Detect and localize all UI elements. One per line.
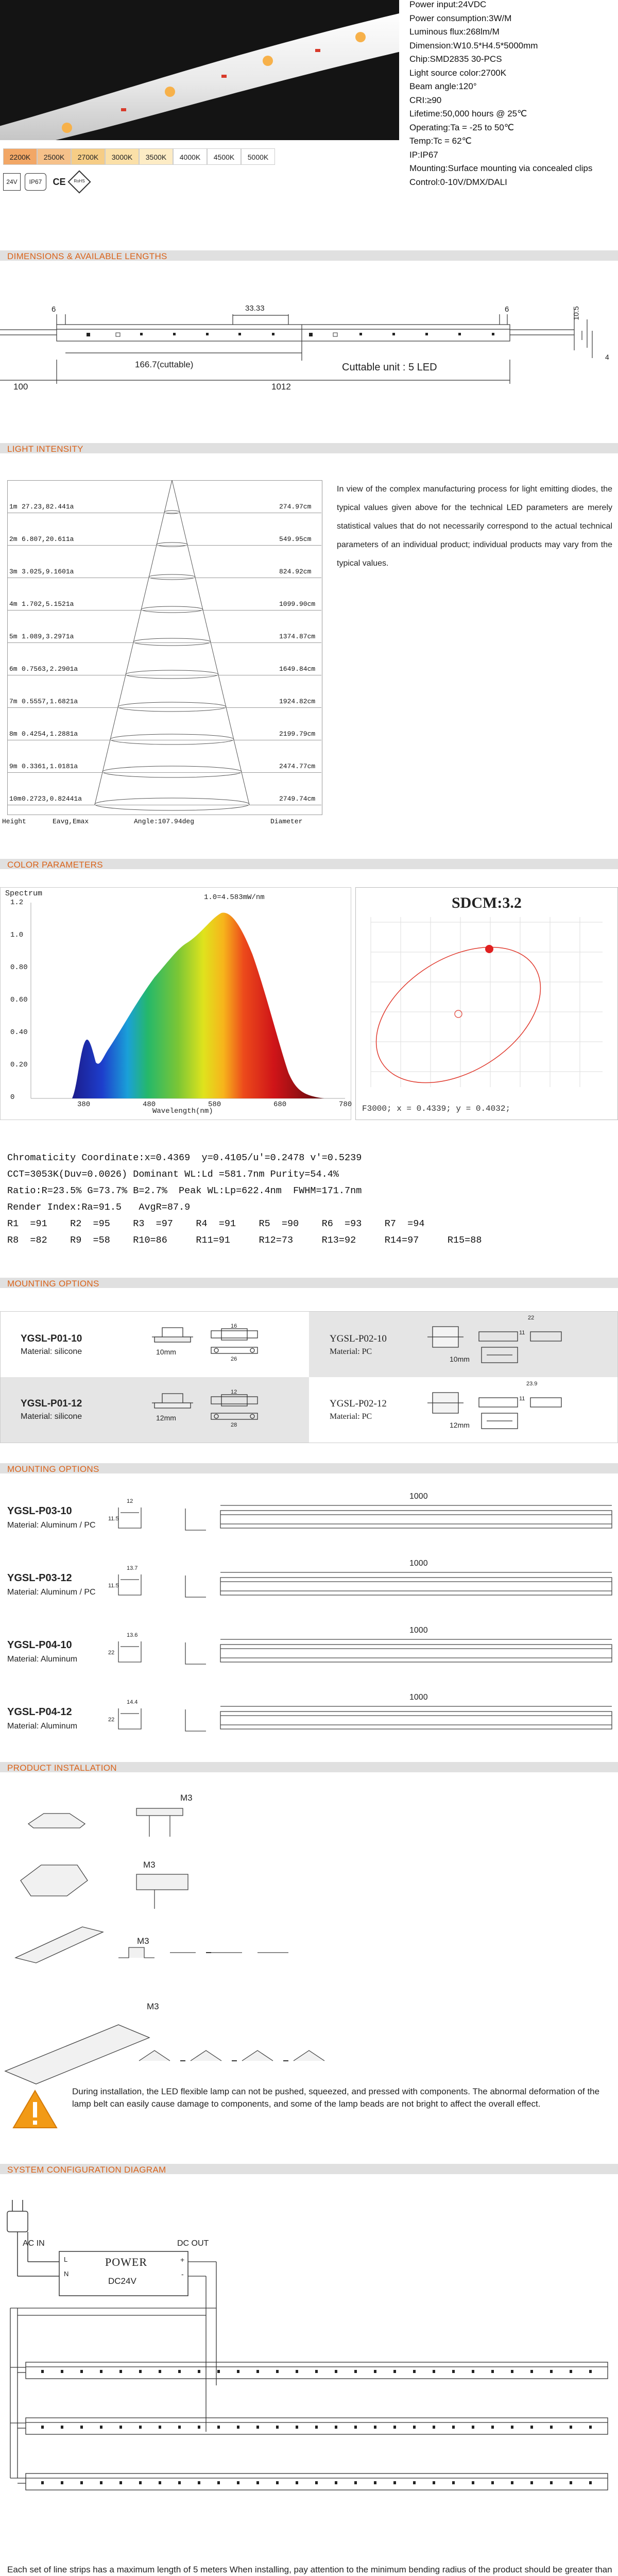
intensity-row-line <box>7 545 321 546</box>
profile-dim-a: 14.4 <box>127 1699 138 1705</box>
mount-name-3: YGSL-P01-12 <box>21 1398 82 1409</box>
strip-led <box>237 2481 239 2484</box>
dim-100: 100 <box>13 382 28 392</box>
colorimetry-line: R8 =82 R9 =58 R10=86 R11=91 R12=73 R13=92 R14=97 R15=88 <box>7 1235 482 1246</box>
strip-led <box>589 2481 592 2484</box>
mount-mat-2: Material: PC <box>330 1347 372 1356</box>
minus-terminal: - <box>181 2270 184 2278</box>
sdcm-chart <box>360 917 608 1097</box>
spec-line: Control:0-10V/DMX/DALI <box>409 177 507 187</box>
profile-dim-a: 13.7 <box>127 1565 138 1571</box>
colorimetry-line: Ratio:R=23.5% G=73.7% B=2.7% Peak WL:Lp=622.4nm FWHM=171.7nm <box>7 1185 362 1196</box>
strip-led <box>530 2370 533 2373</box>
section-title: MOUNTING OPTIONS <box>7 1464 99 1474</box>
profile-name: YGSL-P03-12 <box>7 1572 72 1584</box>
ip-badge: IP67 <box>25 173 46 191</box>
strip-led <box>511 2426 513 2429</box>
section-title: MOUNTING OPTIONS <box>7 1279 99 1289</box>
spec-line: Luminous flux:268lm/M <box>409 27 500 37</box>
profile-length: 1000 <box>409 1693 428 1702</box>
strip-led <box>491 2370 494 2373</box>
profile-dim-a: 13.6 <box>127 1632 138 1638</box>
strip-led <box>530 2426 533 2429</box>
spectrum-y-tick: 1.2 <box>10 899 24 907</box>
intensity-cell-e: 3.025,9.1601a <box>22 568 74 575</box>
colorimetry-line: R1 =91 R2 =95 R3 =97 R4 =91 R5 =90 R6 =93 R7 =94 <box>7 1218 425 1229</box>
product-photo <box>0 0 399 140</box>
mount-name-1: YGSL-P01-10 <box>21 1333 82 1344</box>
badge-row <box>3 173 106 192</box>
strip-led <box>296 2370 298 2373</box>
strip-led <box>491 2481 494 2484</box>
intensity-cell-e: 0.2723,0.82441a <box>22 795 82 803</box>
intensity-cell-d: 6m <box>9 665 18 673</box>
mount-name-2: YGSL-P02-10 <box>330 1333 387 1344</box>
spec-line: IP:IP67 <box>409 149 438 160</box>
strip-led <box>296 2426 298 2429</box>
intensity-row-line <box>7 772 321 773</box>
installation-warning: During installation, the LED flexible lamp can not be pushed, squeezed, and pressed with components. The abnormal deformation of the lamp belt can easily cause damage to components, and some of the lamp beads are not bright to affect the overall effect. <box>72 2087 600 2109</box>
strip-led <box>276 2370 279 2373</box>
spec-line: Mounting:Surface mounting via concealed clips <box>409 163 593 173</box>
intensity-cell-d: 1m <box>9 503 18 511</box>
strip-led <box>374 2370 376 2373</box>
section-header-dimensions <box>0 250 618 261</box>
strip-led <box>472 2481 474 2484</box>
intensity-cell-dia: 1649.84cm <box>279 665 316 673</box>
profile-length: 1000 <box>409 1559 428 1568</box>
dim-6-right: 6 <box>505 305 509 314</box>
dimension-drawing <box>0 299 618 397</box>
clip-dim-1b: 26 <box>231 1356 237 1362</box>
strip-led <box>413 2370 416 2373</box>
dim-33-33: 33.33 <box>245 304 265 313</box>
color-temp-chip: 3500K <box>139 148 173 165</box>
spectrum-x-tick: 780 <box>339 1100 352 1109</box>
profile-material: Material: Aluminum / PC <box>7 1521 96 1530</box>
profile-length: 1000 <box>409 1626 428 1635</box>
intensity-cell-d: 10m <box>9 795 22 803</box>
strip-led <box>393 2426 396 2429</box>
strip-led <box>550 2370 553 2373</box>
sdcm-title: SDCM:3.2 <box>452 894 522 911</box>
strip-led <box>159 2370 161 2373</box>
color-temp-chip: 2700K <box>71 148 105 165</box>
section-header-installation <box>0 1762 618 1772</box>
spectrum-x-tick: 380 <box>77 1100 91 1109</box>
intensity-cell-d: 3m <box>9 568 18 575</box>
colorimetry-line: Render Index:Ra=91.5 AvgR=87.9 <box>7 1202 191 1213</box>
intensity-cell-e: 27.23,82.441a <box>22 503 74 511</box>
strip-led <box>452 2370 455 2373</box>
strip-led <box>354 2370 357 2373</box>
intensity-row-line <box>7 610 321 611</box>
profile-name: YGSL-P04-10 <box>7 1639 72 1651</box>
strip-led <box>452 2481 455 2484</box>
strip-led <box>315 2370 318 2373</box>
strip-led <box>315 2426 318 2429</box>
intensity-cell-d: 8m <box>9 730 18 738</box>
spectrum-chart <box>0 887 351 1120</box>
strip-led <box>217 2481 220 2484</box>
n-terminal: N <box>64 2270 69 2278</box>
color-temp-chip: 2500K <box>37 148 71 165</box>
strip-led <box>315 2481 318 2484</box>
color-temp-chip: 4500K <box>207 148 241 165</box>
strip-led <box>550 2426 553 2429</box>
intensity-cell-dia: 274.97cm <box>279 503 312 511</box>
strip-led <box>41 2426 44 2429</box>
spectrum-x-tick: 480 <box>143 1100 156 1109</box>
cuttable-length: 166.7(cuttable) <box>135 360 194 369</box>
spec-line: Operating:Ta = -25 to 50℃ <box>409 122 514 132</box>
strip-led <box>570 2481 572 2484</box>
strip-led <box>178 2370 181 2373</box>
profile-dim-b: 22 <box>108 1650 115 1656</box>
strip-led <box>100 2481 102 2484</box>
strip-led <box>589 2426 592 2429</box>
profile-drawing <box>0 1568 618 1609</box>
strip-led <box>61 2481 63 2484</box>
profile-name: YGSL-P04-12 <box>7 1706 72 1718</box>
clip-width-1: 10mm <box>156 1348 176 1356</box>
strip-led <box>433 2426 435 2429</box>
plus-terminal: + <box>180 2256 185 2264</box>
spectrum-y-tick: 0.60 <box>10 996 28 1004</box>
strip-led <box>276 2481 279 2484</box>
strip-led <box>433 2370 435 2373</box>
spectrum-x-tick: 580 <box>208 1100 221 1109</box>
section-title: COLOR PARAMETERS <box>7 860 103 870</box>
intensity-cell-e: 0.3361,1.0181a <box>22 762 78 770</box>
intensity-cell-dia: 1374.87cm <box>279 633 316 640</box>
strip-led <box>100 2426 102 2429</box>
strip-led <box>198 2370 200 2373</box>
strip-led <box>256 2481 259 2484</box>
colorimetry-line: Chromaticity Coordinate:x=0.4369 y=0.4105/u'=0.2478 v'=0.5239 <box>7 1153 362 1163</box>
spec-line: CRI:≥90 <box>409 95 442 105</box>
dc-out-label: DC OUT <box>177 2239 209 2248</box>
section-header-intensity <box>0 443 618 453</box>
power-label: POWER <box>105 2256 147 2268</box>
mount-mat-4: Material: PC <box>330 1412 372 1421</box>
colorimetry-line: CCT=3053K(Duv=0.0026) Dominant WL:Ld =581.7nm Purity=54.4% <box>7 1169 339 1180</box>
colorimetry-block <box>7 1150 615 1249</box>
intensity-row-line <box>7 642 321 643</box>
strip-led <box>61 2426 63 2429</box>
strip-led <box>354 2426 357 2429</box>
intensity-cell-dia: 2199.79cm <box>279 730 316 738</box>
section-title: PRODUCT INSTALLATION <box>7 1763 117 1773</box>
intensity-cell-dia: 2474.77cm <box>279 762 316 770</box>
clip-dim-2a: 22 <box>528 1315 535 1321</box>
system-note-1: Each set of line strips has a maximum length of 5 meters When installing, pay attention to the minimum bending radius of the product should be greater than <box>7 2565 612 2574</box>
dim-1012: 1012 <box>271 382 291 392</box>
clip-dim-3b: 28 <box>231 1422 237 1428</box>
warning-icon <box>12 2089 58 2130</box>
profile-drawing <box>0 1501 618 1543</box>
spec-line: Temp:Tc = 62℃ <box>409 136 472 146</box>
mount-mat-3: Material: silicone <box>21 1412 82 1421</box>
strip-led <box>433 2481 435 2484</box>
strip-led <box>139 2481 142 2484</box>
spectrum-x-tick: 680 <box>273 1100 287 1109</box>
intensity-cell-d: 4m <box>9 600 18 608</box>
strip-led <box>354 2481 357 2484</box>
strip-led <box>472 2370 474 2373</box>
strip-led <box>393 2481 396 2484</box>
intensity-cell-e: 0.7563,2.2901a <box>22 665 78 673</box>
spectrum-y-tick: 1.0 <box>10 931 24 939</box>
strip-led <box>570 2426 572 2429</box>
strip-led <box>276 2426 279 2429</box>
spec-line: Light source color:2700K <box>409 67 507 78</box>
profile-material: Material: Aluminum <box>7 1722 78 1731</box>
intensity-cell-dia: 549.95cm <box>279 535 312 543</box>
strip-led <box>217 2370 220 2373</box>
spec-line: Dimension:W10.5*H4.5*5000mm <box>409 40 538 50</box>
color-temp-chip: 4000K <box>173 148 207 165</box>
section-title: LIGHT INTENSITY <box>7 444 83 454</box>
clip-dim-1a: 16 <box>231 1323 237 1329</box>
strip-led <box>41 2481 44 2484</box>
profile-material: Material: Aluminum / PC <box>7 1588 96 1597</box>
color-temp-chip: 3000K <box>105 148 139 165</box>
spec-line: Beam angle:120° <box>409 81 477 91</box>
clip-dim-2b: 11 <box>519 1330 525 1336</box>
strip-led <box>237 2426 239 2429</box>
intensity-cell-dia: 824.92cm <box>279 568 312 575</box>
strip-led <box>550 2481 553 2484</box>
strip-led <box>472 2426 474 2429</box>
strip-led <box>570 2370 572 2373</box>
dim-6-left: 6 <box>52 305 56 314</box>
strip-led <box>393 2370 396 2373</box>
led-strip-photo <box>0 0 399 140</box>
section-header-color <box>0 859 618 869</box>
profile-dim-b: 11.5 <box>108 1583 119 1589</box>
strip-led <box>256 2370 259 2373</box>
clip-dim-3a: 12 <box>231 1389 237 1395</box>
intensity-cell-d: 9m <box>9 762 18 770</box>
spectrum-peak: 1.0=4.583mW/nm <box>204 893 265 902</box>
intensity-footer-height: Height <box>2 818 26 825</box>
strip-led <box>413 2481 416 2484</box>
clip-width-2: 10mm <box>450 1355 470 1363</box>
section-title: SYSTEM CONFIGURATION DIAGRAM <box>7 2165 166 2175</box>
screw-label-1: M3 <box>180 1793 193 1803</box>
intensity-note: In view of the complex manufacturing process for light emitting diodes, the typical values given above for the technical LED parameters are merely statistical values that do not necessarily correspond to the actual technical parameters of an individual product; individual products may vary from the typical values. <box>337 485 612 568</box>
clip-dim-4b: 11 <box>519 1396 525 1402</box>
strip-led <box>61 2370 63 2373</box>
installation-drawings <box>0 1788 618 2107</box>
rohs-label: RoHS <box>74 179 85 183</box>
strip-led <box>198 2426 200 2429</box>
spec-line: Power consumption:3W/M <box>409 13 512 23</box>
strip-led <box>335 2426 337 2429</box>
intensity-cell-e: 0.4254,1.2881a <box>22 730 78 738</box>
mount-mat-1: Material: silicone <box>21 1347 82 1356</box>
strip-led <box>511 2481 513 2484</box>
strip-led <box>237 2370 239 2373</box>
spectrum-y-tick: 0.40 <box>10 1028 28 1037</box>
profile-length: 1000 <box>409 1492 428 1501</box>
intensity-cell-d: 5m <box>9 633 18 640</box>
spectrum-y-tick: 0.20 <box>10 1061 28 1069</box>
dim-10-5: 10.5 <box>572 306 580 320</box>
strip-led <box>335 2481 337 2484</box>
spec-line: Power input:24VDC <box>409 0 487 9</box>
screw-label-3: M3 <box>137 1936 149 1946</box>
spec-list <box>409 0 615 189</box>
strip-led <box>589 2370 592 2373</box>
intensity-footer-dia: Diameter <box>270 818 303 825</box>
screw-label-2: M3 <box>143 1860 156 1870</box>
strip-led <box>178 2481 181 2484</box>
ce-badge: CE <box>53 177 66 187</box>
screw-label-4: M3 <box>147 2002 159 2011</box>
ac-in-label: AC IN <box>23 2239 45 2248</box>
system-diagram <box>0 2190 618 2524</box>
intensity-cell-d: 2m <box>9 535 18 543</box>
profile-drawing <box>0 1702 618 1743</box>
dc24v-label: DC24V <box>108 2276 136 2286</box>
intensity-cell-dia: 1924.82cm <box>279 698 316 705</box>
l-terminal: L <box>64 2256 68 2263</box>
profile-dim-b: 11.5 <box>108 1516 119 1522</box>
intensity-cell-e: 6.807,20.611a <box>22 535 74 543</box>
section-header-system <box>0 2164 618 2174</box>
profile-material: Material: Aluminum <box>7 1655 78 1664</box>
strip-led <box>198 2481 200 2484</box>
clip-dim-4a: 23.9 <box>526 1381 538 1387</box>
strip-led <box>374 2426 376 2429</box>
strip-led <box>296 2481 298 2484</box>
strip-led <box>80 2426 83 2429</box>
intensity-footer-angle: Angle:107.94deg <box>134 818 195 825</box>
strip-led <box>452 2426 455 2429</box>
strip-led <box>335 2370 337 2373</box>
strip-led <box>491 2426 494 2429</box>
spec-line: Chip:SMD2835 30-PCS <box>409 54 502 64</box>
strip-led <box>159 2426 161 2429</box>
intensity-cell-e: 1.702,5.1521a <box>22 600 74 608</box>
strip-led <box>178 2426 181 2429</box>
strip-led <box>256 2426 259 2429</box>
strip-led <box>119 2481 122 2484</box>
spectrum-xlabel: Wavelength(nm) <box>152 1107 213 1115</box>
intensity-cell-e: 1.089,3.2971a <box>22 633 74 640</box>
profile-dim-b: 22 <box>108 1717 115 1723</box>
strip-led <box>80 2481 83 2484</box>
strip-led <box>530 2481 533 2484</box>
intensity-cell-dia: 1099.90cm <box>279 600 316 608</box>
clip-width-4: 12mm <box>450 1421 470 1429</box>
strip-led <box>41 2370 44 2373</box>
mount-name-4: YGSL-P02-12 <box>330 1398 387 1409</box>
strip-led <box>80 2370 83 2373</box>
section-title: DIMENSIONS & AVAILABLE LENGTHS <box>7 251 167 261</box>
intensity-footer-e: Eavg,Emax <box>53 818 89 825</box>
strip-led <box>413 2426 416 2429</box>
strip-led <box>100 2370 102 2373</box>
strip-led <box>159 2481 161 2484</box>
clip-drawings <box>0 1311 618 1443</box>
dim-4: 4 <box>605 353 609 361</box>
profile-dim-a: 12 <box>127 1498 133 1504</box>
section-header-mounting-2 <box>0 1463 618 1473</box>
cuttable-unit: Cuttable unit : 5 LED <box>342 362 437 373</box>
profile-drawing <box>0 1635 618 1676</box>
spectrum-title: Spectrum <box>5 889 43 898</box>
profile-name: YGSL-P03-10 <box>7 1505 72 1517</box>
intensity-row-line <box>7 707 321 708</box>
strip-led <box>119 2370 122 2373</box>
color-temp-chip: 5000K <box>241 148 275 165</box>
strip-led <box>217 2426 220 2429</box>
intensity-cell-d: 7m <box>9 698 18 705</box>
strip-led <box>139 2370 142 2373</box>
spectrum-y-tick: 0 <box>10 1093 15 1101</box>
intensity-cell-dia: 2749.74cm <box>279 795 316 803</box>
strip-led <box>119 2426 122 2429</box>
strip-led <box>511 2370 513 2373</box>
color-temp-chip: 2200K <box>3 148 37 165</box>
strip-led <box>139 2426 142 2429</box>
spectrum-y-tick: 0.80 <box>10 963 28 972</box>
clip-width-3: 12mm <box>156 1414 176 1422</box>
intensity-cell-e: 0.5557,1.6821a <box>22 698 78 705</box>
section-header-mounting-1 <box>0 1278 618 1288</box>
strip-led <box>374 2481 376 2484</box>
voltage-badge: 24V <box>3 173 21 191</box>
sdcm-footer: F3000; x = 0.4339; y = 0.4032; <box>362 1104 511 1113</box>
spec-line: Lifetime:50,000 hours @ 25℃ <box>409 109 527 118</box>
